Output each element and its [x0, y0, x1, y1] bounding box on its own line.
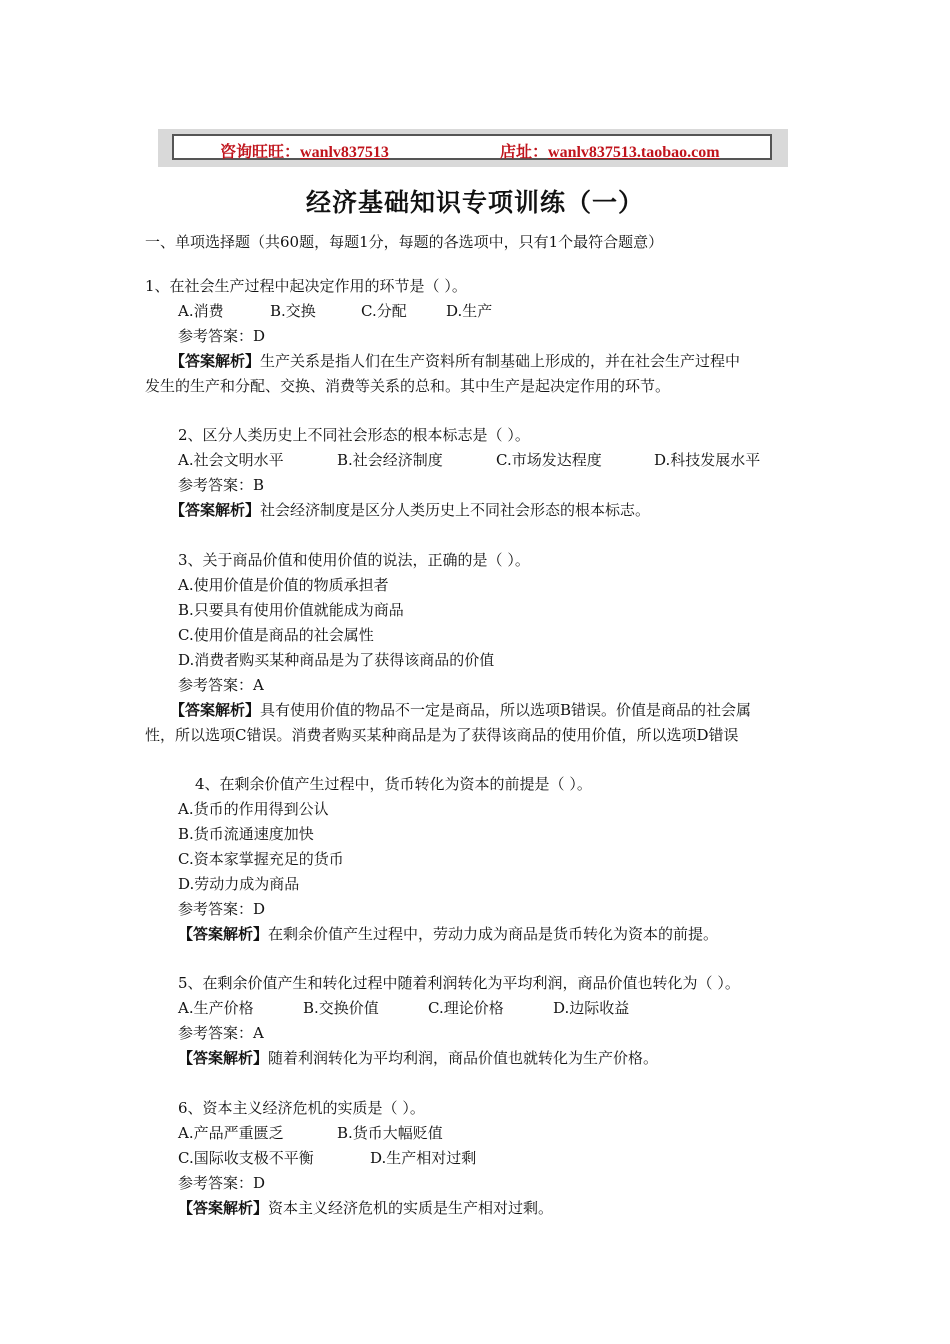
q4-explanation-line1: 在剩余价值产生过程中，劳动力成为商品是货币转化为资本的前提。 [268, 925, 719, 943]
q6-explanation-tag: 【答案解析】 [178, 1199, 269, 1217]
q2-explanation-tag: 【答案解析】 [170, 501, 261, 519]
q2-option-a: A.社会文明水平 [178, 451, 284, 469]
q6-option-d: D.生产相对过剩 [370, 1149, 477, 1167]
q3-explanation-line2: 性，所以选项C错误。消费者购买某种商品是为了获得该商品的使用价值，所以选项D错误 [145, 726, 739, 744]
q6-stem: 6、资本主义经济危机的实质是（ ）。 [178, 1099, 425, 1117]
banner-box [172, 134, 772, 160]
q2-option-c: C.市场发达程度 [496, 451, 602, 469]
q6-explanation-line1: 资本主义经济危机的实质是生产相对过剩。 [268, 1199, 554, 1217]
q1-stem: 1、在社会生产过程中起决定作用的环节是（ ）。 [145, 277, 467, 295]
q3-answer: 参考答案：A [178, 676, 264, 694]
q2-answer: 参考答案：B [178, 476, 265, 494]
q5-option-d: D.边际收益 [553, 999, 630, 1017]
q4-explanation [178, 924, 718, 944]
q1-option-c: C.分配 [361, 302, 407, 320]
banner-contact-value[interactable]: wanlv837513 [300, 144, 389, 161]
q1-explanation-tag: 【答案解析】 [170, 352, 261, 370]
q1-answer: 参考答案：D [178, 327, 266, 345]
q3-option-b: B.只要具有使用价值就能成为商品 [178, 601, 404, 619]
q3-explanation-line1: 具有使用价值的物品不一定是商品，所以选项B错误。价值是商品的社会属 [260, 701, 752, 719]
page-title: 经济基础知识专项训练（一） [305, 188, 644, 217]
q5-option-a: A.生产价格 [178, 999, 254, 1017]
q4-answer: 参考答案：D [178, 900, 266, 918]
q3-stem: 3、关于商品价值和使用价值的说法，正确的是（ ）。 [178, 551, 530, 569]
q2-option-d: D.科技发展水平 [654, 451, 761, 469]
q5-stem: 5、在剩余价值产生和转化过程中随着利润转化为平均利润，商品价值也转化为（ ）。 [178, 974, 740, 992]
q6-option-b: B.货币大幅贬值 [337, 1124, 443, 1142]
q1-explanation [170, 351, 740, 371]
banner-contact [220, 139, 389, 162]
banner-shop-label: 店址： [500, 144, 549, 161]
q3-explanation [170, 700, 751, 720]
q4-option-a: A.货币的作用得到公认 [178, 800, 329, 818]
q6-answer: 参考答案：D [178, 1174, 266, 1192]
q4-stem: 4、在剩余价值产生过程中，货币转化为资本的前提是（ ）。 [195, 775, 592, 793]
q5-explanation [178, 1048, 658, 1068]
q3-option-a: A.使用价值是价值的物质承担者 [178, 576, 389, 594]
q2-stem: 2、区分人类历史上不同社会形态的根本标志是（ ）。 [178, 426, 530, 444]
q6-option-a: A.产品严重匮乏 [178, 1124, 284, 1142]
q4-option-c: C.资本家掌握充足的货币 [178, 850, 344, 868]
q5-explanation-line1: 随着利润转化为平均利润，商品价值也就转化为生产价格。 [268, 1049, 659, 1067]
header-banner [158, 129, 788, 167]
q3-option-c: C.使用价值是商品的社会属性 [178, 626, 374, 644]
q2-option-b: B.社会经济制度 [337, 451, 443, 469]
q3-option-d: D.消费者购买某种商品是为了获得该商品的价值 [178, 651, 495, 669]
q1-option-b: B.交换 [270, 302, 316, 320]
q3-explanation-tag: 【答案解析】 [170, 701, 261, 719]
banner-shop [500, 139, 720, 162]
q4-option-d: D.劳动力成为商品 [178, 875, 300, 893]
q5-answer: 参考答案：A [178, 1024, 264, 1042]
q1-explanation-line2: 发生的生产和分配、交换、消费等关系的总和。其中生产是起决定作用的环节。 [145, 377, 671, 395]
section-heading: 一、单项选择题（共60题，每题1分，每题的各选项中，只有1个最符合题意） [145, 233, 664, 251]
q2-explanation [170, 500, 650, 520]
q1-option-a: A.消费 [178, 302, 224, 320]
q4-option-b: B.货币流通速度加快 [178, 825, 314, 843]
q6-option-c: C.国际收支极不平衡 [178, 1149, 314, 1167]
q5-explanation-tag: 【答案解析】 [178, 1049, 269, 1067]
q1-option-d: D.生产 [446, 302, 493, 320]
q6-explanation [178, 1198, 553, 1218]
banner-contact-label: 咨询旺旺： [220, 144, 301, 161]
banner-shop-url[interactable]: wanlv837513.taobao.com [548, 144, 720, 161]
q2-explanation-line1: 社会经济制度是区分人类历史上不同社会形态的根本标志。 [260, 501, 651, 519]
q5-option-b: B.交换价值 [303, 999, 379, 1017]
q5-option-c: C.理论价格 [428, 999, 504, 1017]
q4-explanation-tag: 【答案解析】 [178, 925, 269, 943]
q1-explanation-line1: 生产关系是指人们在生产资料所有制基础上形成的，并在社会生产过程中 [260, 352, 741, 370]
